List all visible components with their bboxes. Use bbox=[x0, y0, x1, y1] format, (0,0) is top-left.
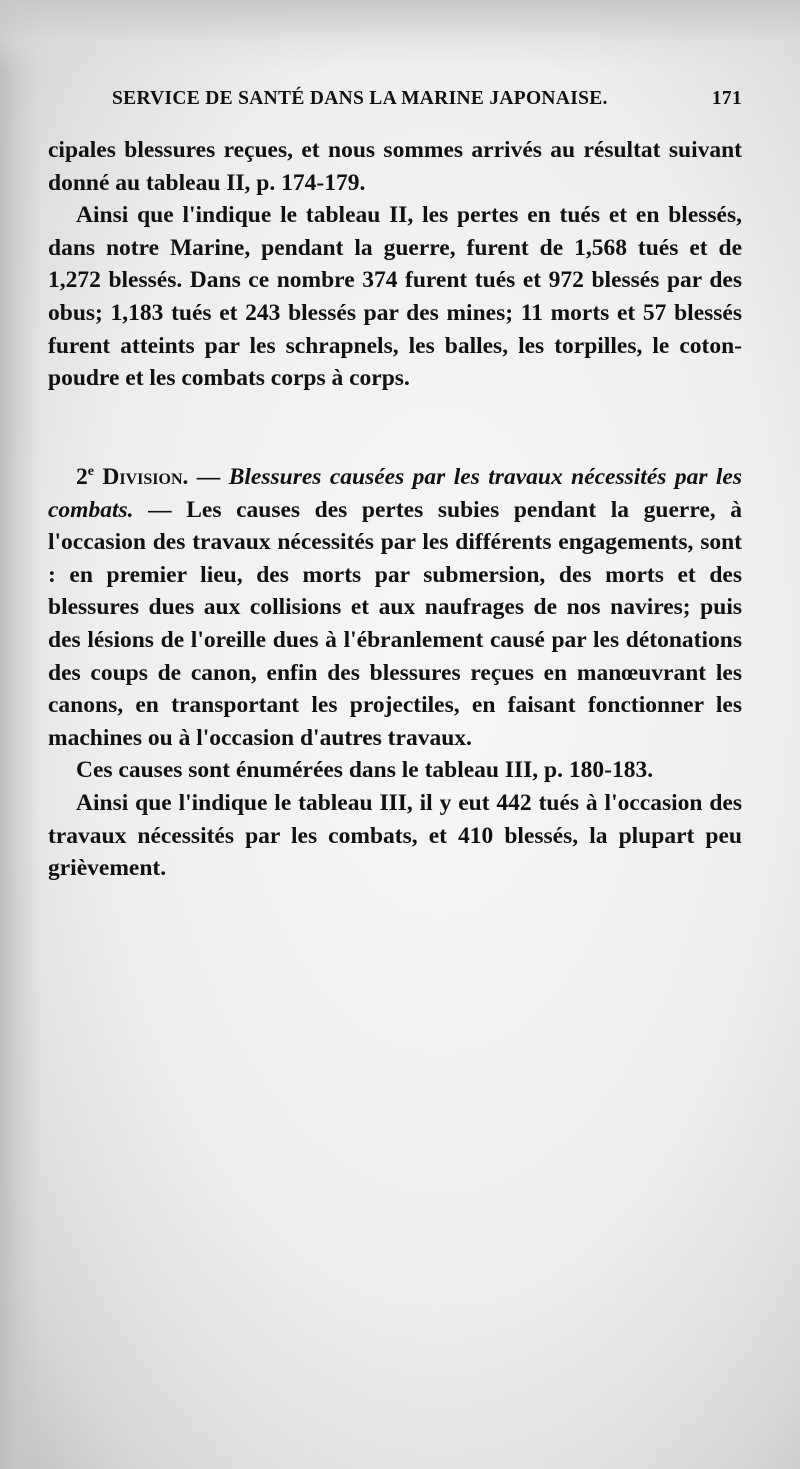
division-body: Les causes des pertes subies pendant la guerre, à l'occasion des travaux nécessités par les différents engagements, sont : en premier lieu, des morts par submersion, des morts et des blessures dues aux collisions et aux naufrages de nos navires; puis des lésions de l'oreille dues à l'ébranlement causé par les détonations des coups de canon, enfin des blessures reçues en manœuvrant les canons, en transportant les projectiles, en faisant fonctionner les machines ou à l'occasion d'autres travaux. bbox=[48, 496, 742, 751]
paragraph-totals: Ainsi que l'indique le tableau III, il y eut 442 tués à l'occasion des travaux nécessités par les combats, et 410 blessés, la plupart peu grièvement. bbox=[48, 789, 742, 882]
dash-separator: — bbox=[188, 464, 229, 490]
page-shadow-left bbox=[0, 0, 40, 1469]
paragraph-causes-table: Ces causes sont énumérées dans le tableau III, p. 180-183. bbox=[76, 757, 654, 784]
paragraph-continuation: cipales blessures reçues, et nous sommes arrivés au résultat suivant donné au tableau II, p. 174-179. bbox=[48, 137, 742, 196]
division-paragraph bbox=[48, 456, 742, 754]
page-shadow-top bbox=[0, 0, 800, 70]
paragraph-losses: Ainsi que l'indique le tableau II, les pertes en tués et en blessés, dans notre Marine, pendant la guerre, furent de 1,568 tués et de 1,272 blessés. Dans ce nombre 374 furent tués et 972 blessés par des obus; 1,183 tués et 243 blessés par des mines; 11 morts et 57 blessés furent atteints par les schrapnels, les balles, les torpilles, le coton-poudre et les combats corps à corps. bbox=[48, 202, 742, 392]
page-number: 171 bbox=[711, 88, 742, 109]
text-block-continuation bbox=[48, 134, 742, 395]
division-superscript: e bbox=[87, 464, 94, 479]
division-label: Division. bbox=[102, 464, 189, 490]
running-title: SERVICE DE SANTÉ DANS LA MARINE JAPONAISE. bbox=[112, 88, 608, 109]
running-header bbox=[112, 88, 742, 118]
division-number: 2 bbox=[76, 464, 88, 490]
dash-separator: — bbox=[133, 496, 187, 523]
section-second-division bbox=[48, 456, 742, 885]
division-heading: Blessures causées par les travaux nécessités par les combats. bbox=[48, 464, 742, 523]
